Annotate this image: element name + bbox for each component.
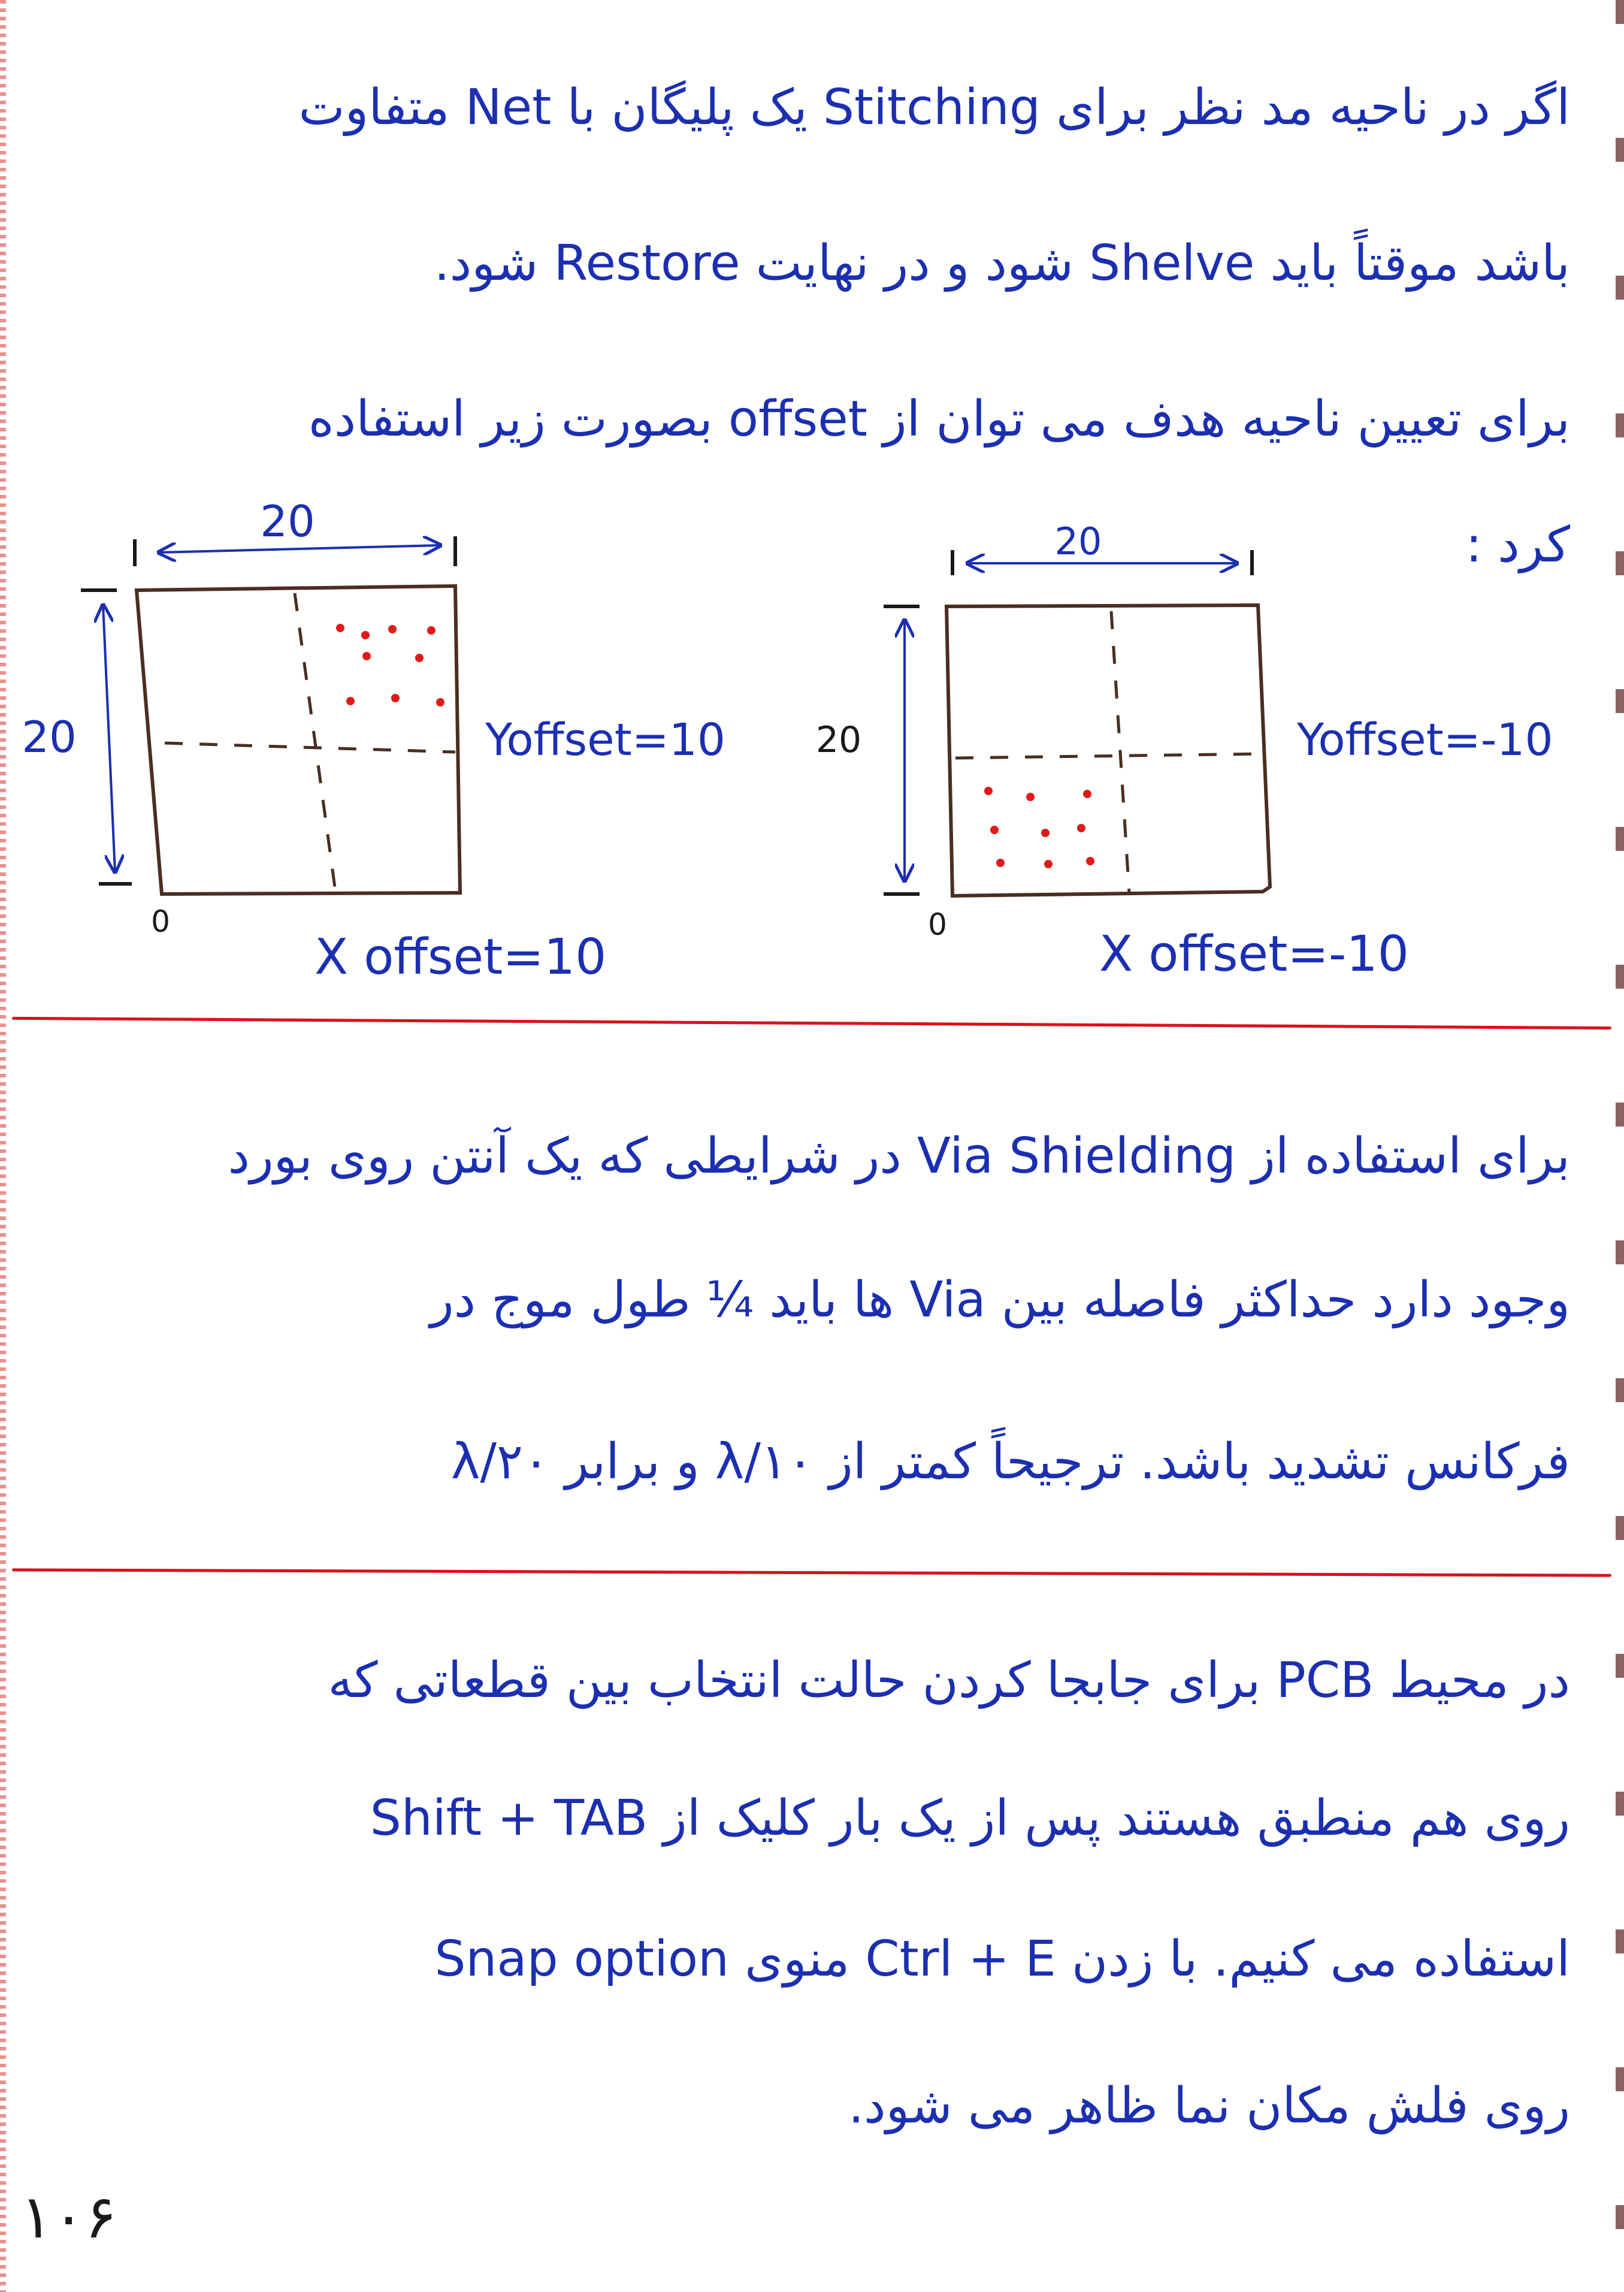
x-offset-label: X offset=10: [314, 929, 607, 986]
height-label: 20: [815, 719, 862, 761]
section-divider: [12, 1568, 1611, 1577]
width-label: 20: [1054, 520, 1102, 563]
height-label: 20: [22, 712, 77, 762]
target-region-dots: [984, 787, 1094, 868]
left-offset-diagram: [22, 496, 725, 986]
y-offset-label: Yoffset=-10: [1297, 714, 1553, 766]
x-offset-label: X offset=-10: [1099, 926, 1409, 983]
origin-label: 0: [928, 907, 947, 942]
page-number: ۱۰۶: [20, 2182, 117, 2252]
square-frame: [137, 586, 460, 894]
vertical-dashed-axis: [295, 593, 335, 892]
square-frame: [946, 605, 1270, 896]
offset-diagrams: [0, 0, 1624, 1019]
target-region-dots: [336, 624, 444, 706]
vertical-dashed-axis: [1111, 611, 1129, 893]
horizontal-dashed-axis: [165, 743, 455, 752]
y-offset-label: Yoffset=10: [485, 714, 725, 766]
horizontal-dashed-axis: [955, 754, 1264, 758]
width-label: 20: [260, 496, 315, 546]
height-dimension-arrow: [103, 605, 115, 872]
right-offset-diagram: [816, 520, 1553, 983]
section-divider: [12, 1017, 1611, 1029]
origin-label: 0: [151, 904, 170, 939]
